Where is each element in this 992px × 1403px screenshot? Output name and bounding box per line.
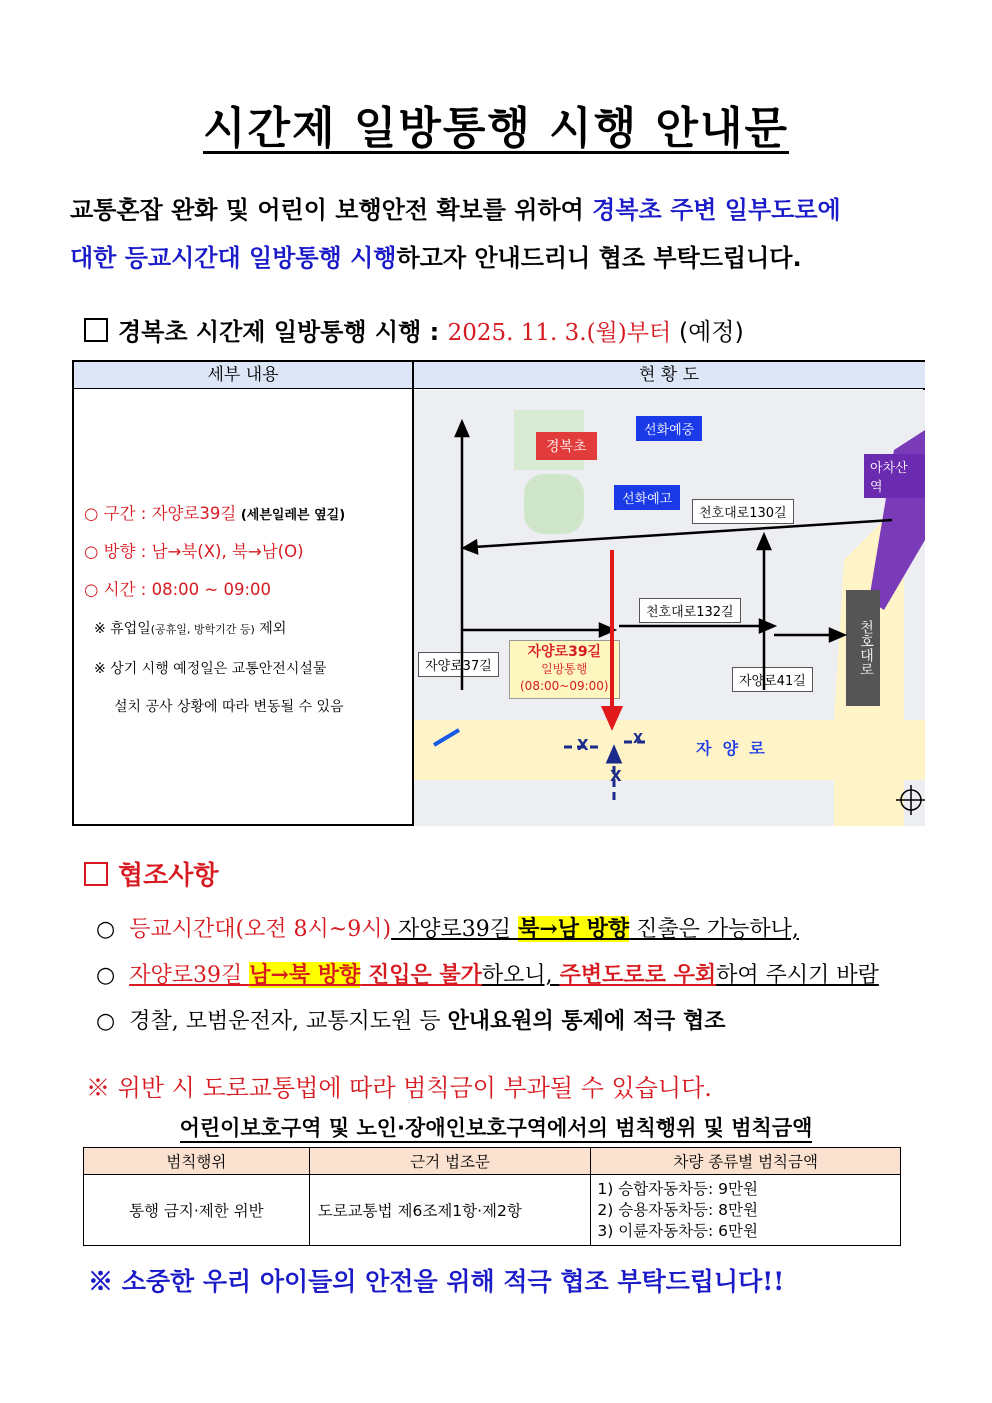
- fine-act: 통행 금지·제한 위반: [84, 1175, 310, 1246]
- oneway-title: 자양로39길: [527, 644, 602, 660]
- cooperation-item-3: ○ 경찰, 모범운전자, 교통지도원 등 안내요원의 통제에 적극 협조: [96, 1008, 726, 1034]
- x-mark-west: X: [577, 736, 589, 754]
- cooperation-heading: 협조사항: [84, 855, 218, 892]
- detail-time: [84, 576, 271, 600]
- road-label-130: 천호대로130길: [692, 499, 794, 524]
- school-label: 경복초: [536, 432, 597, 460]
- intro-highlight-2: 대한 등교시간대 일방통행 시행: [70, 244, 397, 272]
- warning-text: ※ 위반 시 도로교통법에 따라 범칙금이 부과될 수 있습니다.: [86, 1074, 712, 1102]
- checkbox-square-icon: [84, 862, 108, 886]
- detail-section-sub: (세븐일레븐 옆길): [236, 508, 346, 523]
- bullet-circle: ○: [84, 542, 99, 561]
- chunho-road-label: 천호대로: [846, 590, 880, 706]
- detail-direction: [84, 538, 304, 562]
- detail-section: [84, 500, 345, 524]
- bullet-circle: ○: [96, 1009, 116, 1034]
- section-date: 2025. 11. 3.(월)부터: [447, 320, 672, 346]
- fine-header-act: 범칙행위: [84, 1148, 310, 1175]
- high-school-label: 선화예고: [614, 485, 680, 510]
- bullet-circle: ○: [96, 917, 116, 942]
- road-label-41: 자양로41길: [732, 667, 813, 692]
- schedule-header-detail: 세부 내용: [74, 362, 412, 389]
- detail-note-2a: ※ 상기 시행 예정일은 교통안전시설물: [94, 661, 327, 677]
- intro-highlight-1: 경복초 주변 일부도로에: [592, 196, 841, 224]
- detail-time-text: 시간 : 08:00 ~ 09:00: [103, 580, 271, 599]
- cooperation-item-1: ○ 등교시간대(오전 8시~9시) 자양로39길 북→남 방향 진출은 가능하나,: [96, 916, 799, 942]
- fine-header-amount: 차량 종류별 범칙금액: [591, 1148, 901, 1175]
- fine-header-law: 근거 법조문: [309, 1148, 591, 1175]
- fine-law: 도로교통법 제6조제1항·제2항: [309, 1175, 591, 1246]
- table-row: [84, 1175, 901, 1246]
- detail-direction-text: 방향 : 남→북(X), 북→남(O): [103, 542, 304, 561]
- road-label-37: 자양로37길: [418, 652, 499, 677]
- x-mark-south: X: [610, 767, 622, 785]
- page-title: 시간제 일방통행 시행 안내문: [202, 103, 789, 154]
- section-heading: [84, 312, 744, 347]
- middle-school-label: 선화예중: [636, 416, 702, 441]
- fine-amounts: 1) 승합자동차등: 9만원 2) 승용자동차등: 8만원 3) 이륜자동차등: 6만원: [591, 1175, 901, 1246]
- closing-text: ※ 소중한 우리 아이들의 안전을 위해 적극 협조 부탁드립니다!!: [88, 1267, 785, 1296]
- jayang-road-label: 자 양 로: [696, 739, 765, 758]
- intro-paragraph: [70, 186, 930, 282]
- oneway-time: (08:00~09:00): [520, 679, 609, 693]
- fine-table: [83, 1147, 901, 1246]
- road-label-132: 천호대로132길: [639, 598, 741, 623]
- checkbox-square-icon: [84, 318, 108, 342]
- detail-note-1: ※ 휴업일(공휴일, 방학기간 등) 제외: [94, 621, 287, 637]
- map-image: [414, 390, 925, 826]
- intro-text-1: 교통혼잡 완화 및 어린이 보행안전 확보를 위하여: [70, 196, 593, 224]
- detail-section-text: 구간 : 자양로39길: [103, 504, 237, 523]
- station-label: 아차산역: [864, 454, 925, 498]
- cooperation-item-2: ○ 자양로39길 남→북 방향 진입은 불가하오니, 주변도로로 우회하여 주시기 바람: [96, 962, 879, 988]
- schedule-header-map: 현 황 도: [413, 362, 925, 389]
- bullet-circle: ○: [84, 580, 99, 599]
- bullet-circle: ○: [84, 504, 99, 523]
- section-label: 경복초 시간제 일방통행 시행: [118, 318, 422, 346]
- section-note: (예정): [671, 318, 744, 346]
- oneway-sub: 일방통행: [541, 662, 588, 676]
- x-mark-east: X: [633, 732, 644, 747]
- section-colon: :: [421, 318, 448, 346]
- fine-table-title: 어린이보호구역 및 노인·장애인보호구역에서의 범칙행위 및 범칙금액: [0, 1112, 992, 1142]
- detail-note-2b: 설치 공사 상황에 따라 변동될 수 있음: [114, 699, 344, 715]
- intro-text-2: 하고자 안내드리니 협조 부탁드립니다.: [396, 244, 802, 272]
- map-arrows: [414, 390, 925, 826]
- bullet-circle: ○: [96, 963, 116, 988]
- schedule-table: [72, 360, 925, 826]
